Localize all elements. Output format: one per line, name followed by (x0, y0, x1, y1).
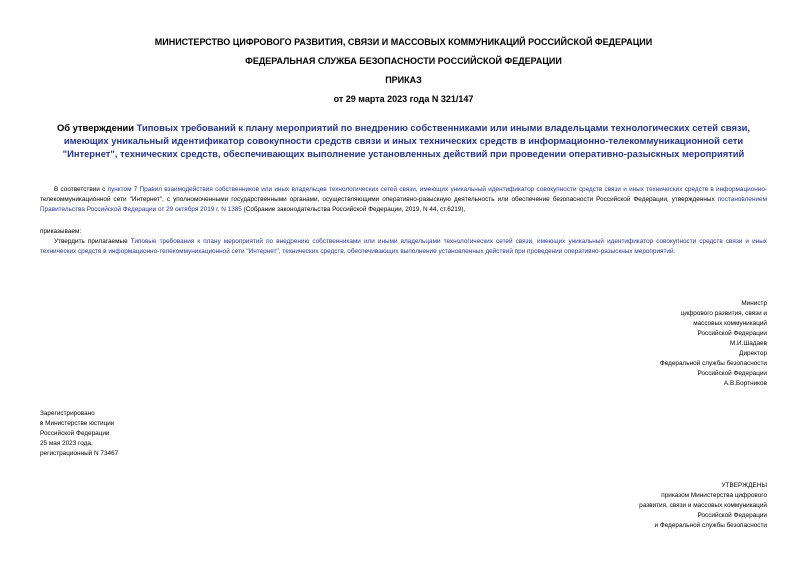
registration-line: регистрационный N 73467 (40, 450, 119, 457)
doc-type: ПРИКАЗ (385, 75, 422, 85)
signature-line: А.В.Бортников (723, 380, 767, 387)
approved-line: Российской Федерации (697, 512, 767, 519)
title-link[interactable]: Типовых требований к плану мероприятий по внедрению собственниками или иными владельцами технологических сетей связи, имеющих уникальный идентификатор совокупности средств связи и иных технических средств в информационно-телекоммуникационной сети "Интернет", технических средств, обеспечивающих выполнение установленных действий при проведении оперативно-разыскных мероприятий (62, 122, 751, 159)
signature-line: Федеральной службы безопасности (659, 360, 767, 367)
signature-line: Директор (739, 350, 767, 357)
registration-line: в Министерстве юстиции (40, 420, 115, 427)
signature-line: массовых коммуникаций (693, 320, 767, 327)
preamble-link-rules[interactable]: пунктом 7 Правил взаимодействия собственников или иных владельцев технологических сетей связи, имеющих уникальный идентификатор совокупности средств связи и иных технических средств в информационно- (107, 186, 767, 193)
preamble-paragraph (40, 185, 767, 215)
registration-block (40, 409, 240, 459)
approved-line: приказом Министерства цифрового (661, 492, 767, 499)
signature-line: цифрового развития, связи и (680, 310, 767, 317)
preamble-text-2: телекоммуникационной сети "Интернет", с уполномоченными государственными органами, осуществляющими оперативно-разыскную деятельность или обеспечение безопасности Российской Федерации, утвержденных (40, 196, 718, 203)
signatures-block (507, 299, 767, 389)
approve-paragraph (40, 237, 767, 257)
service-header: ФЕДЕРАЛЬНАЯ СЛУЖБА БЕЗОПАСНОСТИ РОССИЙСКОЙ ФЕДЕРАЦИИ (245, 56, 562, 66)
doc-date-number: от 29 марта 2023 года N 321/147 (333, 94, 474, 104)
approve-text: Утвердить прилагаемые (54, 238, 131, 245)
approved-line: развития, связи и массовых коммуникаций (639, 502, 767, 509)
title-prefix: Об утверждении (56, 122, 137, 133)
registration-line: Российской Федерации (40, 430, 110, 437)
preamble-text-3: (Собрание законодательства Российской Федерации, 2019, N 44, ст.6219), (241, 206, 466, 213)
ministry-header: МИНИСТЕРСТВО ЦИФРОВОГО РАЗВИТИЯ, СВЯЗИ И МАССОВЫХ КОММУНИКАЦИЙ РОССИЙСКОЙ ФЕДЕРАЦИИ (154, 37, 653, 47)
signature-line: М.И.Шадаев (729, 340, 767, 347)
approve-link[interactable]: Типовые требования к плану мероприятий по внедрению собственниками или иными владельцами технологических сетей связи, имеющих уникальный идентификатор совокупности средств связи и иных технических средств в информационно-телекоммуникационной сети "Интернет", технических средств, обеспечивающих выполнение установленных действий при проведении оперативно-разыскных мероприятий. (40, 238, 767, 255)
signature-line: Российской Федерации (697, 370, 767, 377)
signature-line: Министр (741, 300, 767, 307)
signature-line: Российской Федерации (697, 330, 767, 337)
approved-block (507, 481, 767, 531)
registration-line: Зарегистрировано (40, 410, 95, 417)
registration-line: 25 мая 2023 года, (40, 440, 93, 447)
approved-line: УТВЕРЖДЕНЫ (721, 482, 767, 489)
preamble-text-1: В соответствии с (54, 186, 108, 193)
order-word: приказываем: (40, 228, 82, 235)
page-title (40, 121, 767, 160)
approved-line: и Федеральной службы безопасности (654, 522, 767, 529)
preamble-link-decree[interactable]: постановлением Правительства Российской Федерации от 29 октября 2019 г. N 1385 (40, 196, 767, 213)
